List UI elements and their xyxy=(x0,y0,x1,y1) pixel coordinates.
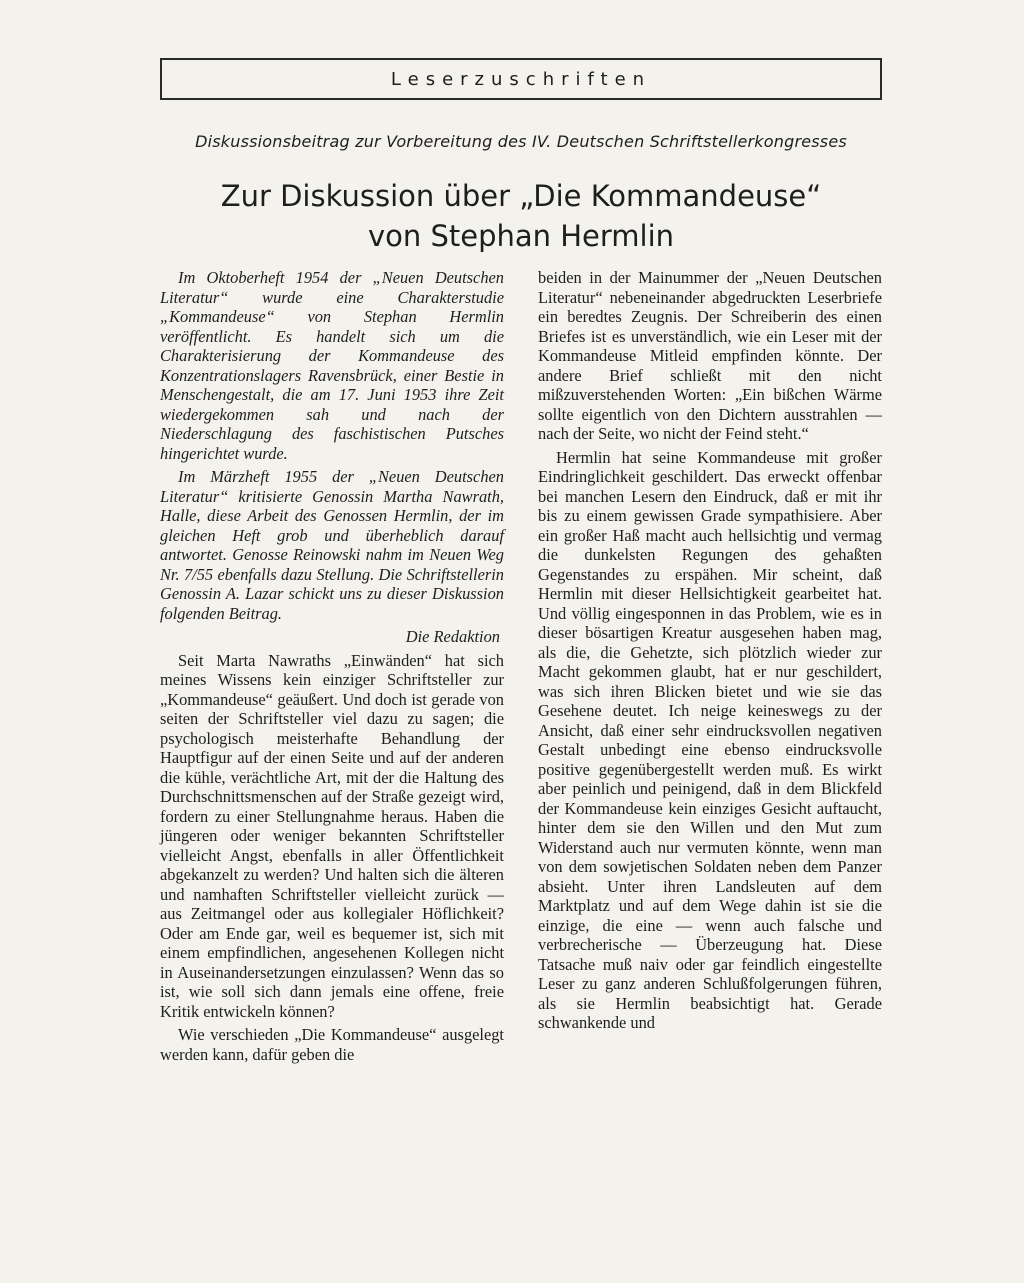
editorial-signature: Die Redaktion xyxy=(405,627,500,646)
left-body xyxy=(160,651,504,1065)
headline-line-1: Zur Diskussion über „Die Kommandeuse“ xyxy=(220,179,822,213)
headline-line-2: von Stephan Hermlin xyxy=(367,219,675,253)
intro-paragraph-2: Im Märzheft 1955 der „Neuen Deutschen Literatur“ kritisierte Genossin Martha Nawrath, Halle, diese Arbeit des Genossen Hermlin, der im gleichen Heft grob und überheblich darauf antwortet. Genosse Reinowski nahm im Neuen Weg Nr. 7/55 ebenfalls dazu Stellung. Die Schriftstellerin Genossin A. Lazar schickt uns zu dieser Diskussion folgenden Beitrag. xyxy=(160,467,504,623)
left-column xyxy=(160,268,504,1064)
article-headline xyxy=(160,176,882,256)
body-paragraph-4: Hermlin hat seine Kommandeuse mit großer Eindringlichkeit geschildert. Das erweckt offenbar bei manchen Lesern den Eindruck, daß er mit ihr bis zu einem gewissen Grade sympathisiere. Aber ein großer Haß macht auch hellsichtig und vermag die dunkelsten Regungen des gehaßten Gegenstandes zu erspähen. Mir scheint, daß Hermlin mit dieser Hellsichtigkeit gearbeitet hat. Und völlig eingesponnen in das Problem, wie es in dieser bösartigen Kreatur ausgesehen haben mag, als die, die Gehetzte, sich plötzlich wieder zur Macht gekommen glaubt, hat er nur geschildert, was sich ihren Blicken bietet und wie sie das Gesehene deutet. Ich neige keineswegs zu der Ansicht, daß einer sehr eindrucksvollen negativen Gestalt unbedingt eine ebenso eindrucksvolle positive gegenübergestellt werden muß. Es wirkt aber peinlich und peinigend, daß in dem Blickfeld der Kommandeuse kein einziges Gesicht auftaucht, hinter dem sie den Willen und den Mut zum Widerstand auch nur vermuten könnte, wenn man von dem sowjetischen Soldaten neben dem Panzer absieht. Unter ihren Landsleuten auf dem Marktplatz und auf dem Wege dahin ist sie die einzige, die eine — wenn auch falsche und verbrecherische — Überzeugung hat. Diese Tatsache muß naiv oder gar feindlich eingestellte Leser zu ganz anderen Schlußfolgerungen führen, als sie Hermlin beabsichtigt hat. Gerade schwankende und xyxy=(538,447,882,1032)
body-paragraph-2: Wie verschieden „Die Kommandeuse“ ausgelegt werden kann, dafür geben die xyxy=(160,1025,504,1064)
editorial-intro xyxy=(160,268,504,647)
article-kicker: Diskussionsbeitrag zur Vorbereitung des IV. Deutschen Schriftstellerkongresses xyxy=(195,132,847,151)
intro-paragraph-1: Im Oktoberheft 1954 der „Neuen Deutschen Literatur“ wurde eine Charakterstudie „Kommandeuse“ von Stephan Hermlin veröffentlicht. Es handelt sich um die Charakterisierung der Kommandeuse des Konzentrationslagers Ravensbrück, einer Bestie in Menschengestalt, die am 17. Juni 1953 ihre Zeit wiedergekommen sah und nach der Niederschlagung des faschistischen Putsches hingerichtet wurde. xyxy=(160,268,504,463)
body-paragraph-1: Seit Marta Nawraths „Einwänden“ hat sich meines Wissens kein einziger Schriftsteller zur „Kommandeuse“ geäußert. Und doch ist gerade von seiten der Schriftsteller viel dazu zu sagen; die psychologisch meisterhafte Behandlung der Hauptfigur auf der einen Seite und auf der anderen die kühle, verächtliche Art, mit der die Haltung des Durchschnittsmenschen auf der Straße gezeigt wird, fordern zu einer Stellungnahme heraus. Haben die jüngeren oder weniger bekannten Schriftsteller vielleicht Angst, ebenfalls in aller Öffentlichkeit abgekanzelt zu werden? Und halten sich die älteren und namhaften Schriftsteller vielleicht zurück — aus Zeitmangel oder aus kollegialer Höflichkeit? Oder am Ende gar, weil es bequemer ist, sich mit einem empfindlichen, angesehenen Kollegen nicht in Auseinandersetzungen einzulassen? Wenn das so ist, wie soll sich dann jemals eine offene, freie Kritik entwickeln können? xyxy=(160,650,504,1021)
right-column xyxy=(538,268,882,1033)
section-title: Leserzuschriften xyxy=(390,68,652,90)
body-paragraph-3: beiden in der Mainummer der „Neuen Deutschen Literatur“ nebeneinander abgedruckten Leserbriefe ein beredtes Zeugnis. Der Schreiberin des einen Briefes ist es unverständlich, wie ein Leser mit der Kommandeuse Mitleid empfinden könnte. Der andere Brief schließt mit den nicht mißzuverstehenden Worten: „Ein bißchen Wärme sollte eigentlich von den Dichtern ausstrahlen — nach der Seite, wo nicht der Feind steht.“ xyxy=(538,268,882,443)
section-header-box xyxy=(160,58,882,100)
